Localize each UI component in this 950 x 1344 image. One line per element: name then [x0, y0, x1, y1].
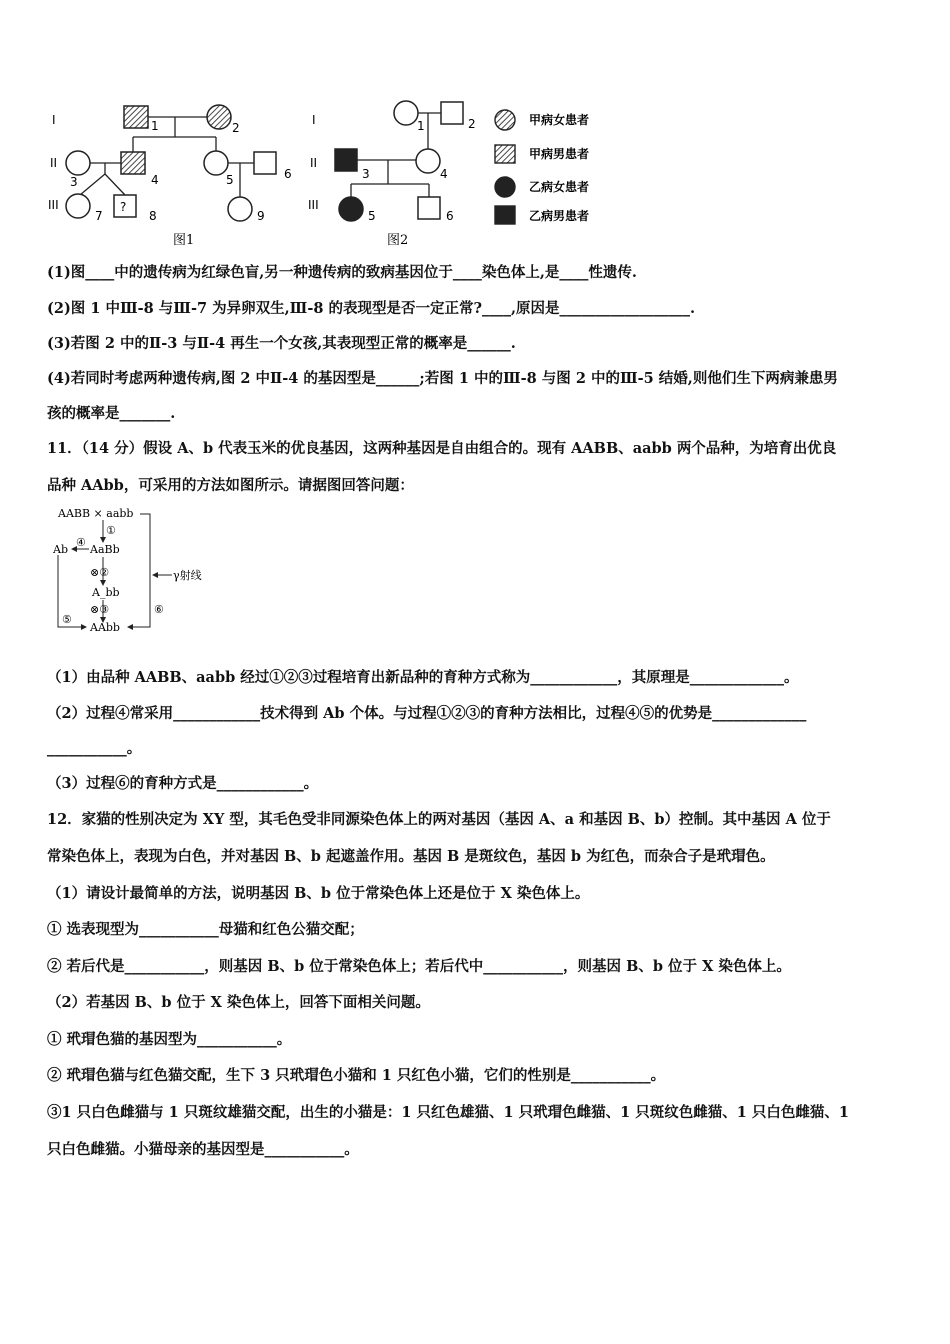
- flow-step-4: ④: [76, 536, 86, 549]
- flow-step-1: ①: [106, 524, 116, 537]
- p1-num-8: 8: [149, 209, 157, 223]
- flow-ab: Ab: [53, 543, 68, 556]
- p2-num-3: 3: [362, 167, 370, 181]
- p2-num-2: 2: [468, 117, 476, 131]
- legend-hatched-circle-icon: [495, 110, 515, 130]
- flow-step-2: ⊗②: [90, 566, 110, 579]
- figure-1-caption: 图1: [173, 233, 195, 248]
- q12-line-7: ① 玳瑁色猫的基因型为___________。: [47, 1031, 292, 1048]
- p1-ii3-female: [66, 151, 90, 175]
- flow-step-6: ⑥: [154, 603, 164, 616]
- p2-ii4-female: [416, 149, 440, 173]
- q10-line-5: 孩的概率是_______.: [47, 405, 176, 422]
- p1-iii9-female: [228, 197, 252, 221]
- flow-mid: A_bb: [92, 586, 120, 599]
- q12-line-6: （2）若基因 B、b 位于 X 染色体上，回答下面相关问题。: [47, 994, 430, 1011]
- legend-hatched-square-icon: [495, 145, 515, 163]
- p1-num-7: 7: [95, 209, 103, 223]
- p2-ii3-affected-male-b: [335, 149, 357, 171]
- pedigree-1: [48, 105, 292, 248]
- q10-line-3: (3)若图 2 中的Ⅱ-3 与Ⅱ-4 再生一个女孩,其表现型正常的概率是______.: [47, 335, 516, 352]
- p2-iii5-affected-female-b: [339, 197, 363, 221]
- p1-iii7-female: [66, 194, 90, 218]
- flow-parents: AABB × aabb: [58, 507, 134, 520]
- q12-line-2: 常染色体上，表现为白色，并对基因 B、b 起遮盖作用。基因 B 是斑纹色，基因 b 为红色，而杂合子是玳瑁色。: [47, 848, 775, 865]
- flow-final: AAbb: [90, 621, 120, 634]
- flow-step-5: ⑤: [62, 613, 72, 626]
- p1-i1-affected-male: [124, 106, 148, 128]
- p2-num-6: 6: [446, 209, 454, 223]
- p1-ii5-female: [204, 151, 228, 175]
- p2-iii6-male: [418, 197, 440, 219]
- q10-line-1: (1)图____中的遗传病为红绿色盲,另一种遗传病的致病基因位于____染色体上,是____性遗传.: [47, 264, 637, 281]
- legend-filled-circle-icon: [495, 177, 515, 197]
- p2-num-1: 1: [417, 119, 425, 133]
- q11-question-2-cont: ___________。: [47, 740, 142, 757]
- legend-label-a-male: 甲病男患者: [529, 147, 590, 161]
- p1-num-3: 3: [70, 175, 78, 189]
- gen-label-i: I: [52, 113, 56, 127]
- legend-label-b-female: 乙病女患者: [529, 180, 590, 194]
- p1-ii4-affected-male: [121, 152, 145, 174]
- legend-label-b-male: 乙病男患者: [529, 209, 590, 223]
- p1-unknown-mark: ?: [120, 200, 127, 214]
- gen-label-ii: II: [50, 156, 58, 170]
- pedigree-2: [308, 101, 476, 248]
- pedigree-figure: [40, 92, 620, 252]
- flow-f1: AaBb: [90, 543, 120, 556]
- p2-gen-label-i: I: [312, 113, 316, 127]
- q11-question-3: （3）过程⑥的育种方式是____________。: [47, 775, 319, 792]
- p1-num-9: 9: [257, 209, 265, 223]
- p2-gen-label-ii: II: [310, 156, 318, 170]
- q12-line-10: 只白色雌猫。小猫母亲的基因型是___________。: [47, 1141, 359, 1158]
- p1-num-4: 4: [151, 173, 159, 187]
- flow-gamma-ray: γ射线: [173, 569, 202, 582]
- legend: [495, 110, 589, 224]
- q12-line-8: ② 玳瑁色猫与红色猫交配，生下 3 只玳瑁色小猫和 1 只红色小猫，它们的性别是___________。: [47, 1067, 666, 1084]
- figure-2-caption: 图2: [387, 233, 409, 248]
- p1-num-1: 1: [151, 119, 159, 133]
- p2-num-4: 4: [440, 167, 448, 181]
- p2-i1-female: [394, 101, 418, 125]
- q12-line-4: ① 选表现型为___________母猫和红色公猫交配；: [47, 921, 364, 938]
- p1-ii6-male: [254, 152, 276, 174]
- q12-line-9: ③1 只白色雌猫与 1 只斑纹雄猫交配，出生的小猫是：1 只红色雄猫、1 只玳瑁色雌猫、1 只斑纹色雌猫、1 只白色雌猫、1: [47, 1104, 849, 1121]
- q12-line-3: （1）请设计最简单的方法，说明基因 B、b 位于常染色体上还是位于 X 染色体上。: [47, 885, 590, 902]
- p2-gen-label-iii: III: [308, 198, 319, 212]
- q11-question-2: （2）过程④常采用____________技术得到 Ab 个体。与过程①②③的育种方法相比，过程④⑤的优势是_____________: [47, 705, 807, 722]
- q10-line-2: (2)图 1 中Ⅲ-8 与Ⅲ-7 为异卵双生,Ⅲ-8 的表现型是否一定正常?____,原因是__________________.: [47, 300, 696, 317]
- breeding-flow-diagram: [48, 505, 218, 635]
- p1-num-6: 6: [284, 167, 292, 181]
- q11-stem-line-1: 11．（14 分）假设 A、b 代表玉米的优良基因，这两种基因是自由组合的。现有 AABB、aabb 两个品种，为培育出优良: [47, 440, 837, 457]
- q10-line-4: (4)若同时考虑两种遗传病,图 2 中Ⅱ-4 的基因型是______;若图 1 中的Ⅲ-8 与图 2 中的Ⅲ-5 结婚,则他们生下两病兼患男: [47, 370, 838, 387]
- q11-question-1: （1）由品种 AABB、aabb 经过①②③过程培育出新品种的育种方式称为____________，其原理是_____________。: [47, 669, 799, 686]
- q12-line-5: ② 若后代是___________，则基因 B、b 位于常染色体上；若后代中___________，则基因 B、b 位于 X 染色体上。: [47, 958, 791, 975]
- gen-label-iii: III: [48, 198, 59, 212]
- p1-i2-affected-female: [207, 105, 231, 129]
- p2-num-5: 5: [368, 209, 376, 223]
- legend-filled-square-icon: [495, 206, 515, 224]
- p1-num-2: 2: [232, 121, 240, 135]
- q12-line-1: 12．家猫的性别决定为 XY 型，其毛色受非同源染色体上的两对基因（基因 A、a 和基因 B、b）控制。其中基因 A 位于: [47, 811, 831, 828]
- q11-stem-line-2: 品种 AAbb，可采用的方法如图所示。请据图回答问题：: [47, 477, 414, 494]
- legend-label-a-female: 甲病女患者: [529, 113, 590, 127]
- p1-num-5: 5: [226, 173, 234, 187]
- p2-i2-male: [441, 102, 463, 124]
- flow-step-3: ⊗③: [90, 603, 110, 616]
